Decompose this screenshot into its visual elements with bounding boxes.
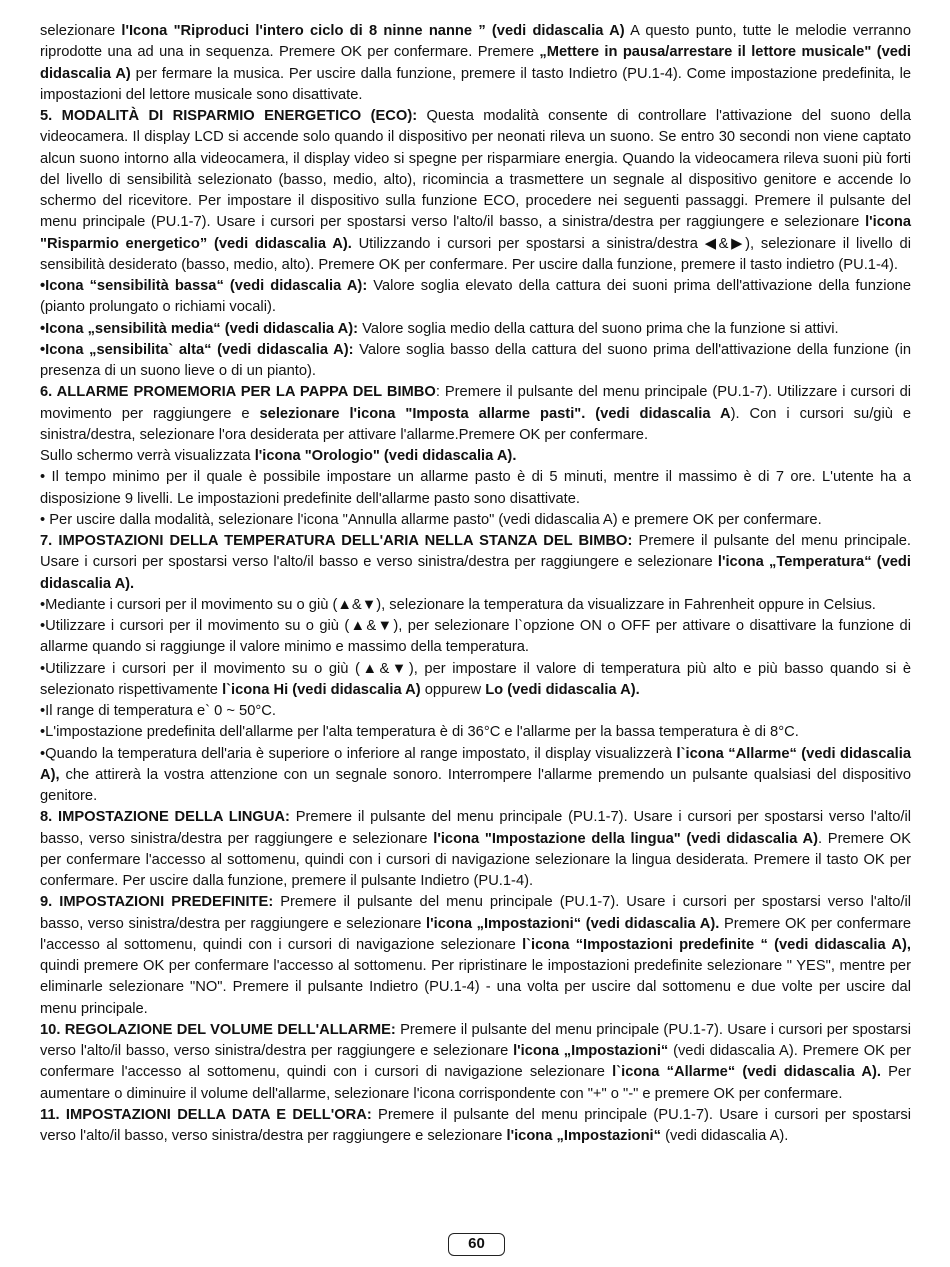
bold-text-run: l'icona „Impostazioni“ (vedi didascalia A). [426, 915, 720, 932]
paragraph [40, 659, 911, 702]
bold-text-run: l'icona "Orologio" (vedi didascalia A). [254, 448, 517, 464]
bold-text-run: 8. IMPOSTAZIONE DELLA LINGUA: [40, 809, 290, 826]
bold-text-run: •Icona „sensibilita` alta“ (vedi didascalia A): [40, 341, 354, 358]
paragraph [40, 1020, 911, 1105]
bold-text-run: l'icona „Impostazioni“ [506, 1128, 661, 1144]
paragraph [40, 744, 911, 808]
text-run: quindi premere OK per confermare l'accesso al sottomenu. Per ripristinare le impostazioni predefinite selezionare " YES", mentre per eliminarle selezionare "NO". Premere il pulsante Indietro (PU.1-4) - una volta per uscire dal sottomenu e due volte per uscire dal menu principale. [40, 958, 911, 1017]
bold-text-run: •Icona “sensibilità bassa“ (vedi didascalia A): [40, 278, 368, 294]
text-run: Premere il pulsante del menu principale (PU.1-7). Usare i cursori per spostarsi verso l'alto/il basso, verso sinistra/destra per raggiungere e selezionare [40, 1106, 911, 1144]
text-run: che attirerà la vostra attenzione con un segnale sonoro. Interrompere l'allarme premendo un pulsante qualsiasi del dispositivo genitore. [40, 766, 911, 804]
paragraph [40, 616, 911, 659]
bold-text-run: l'icona „Temperatura“ (vedi didascalia A). [40, 554, 911, 592]
paragraph [40, 21, 911, 106]
paragraph [40, 319, 911, 340]
text-run: oppurew [420, 681, 486, 698]
text-run: Per aumentare o diminuire il volume dell'allarme, selezionare l'icona corrispondente con "+" o "-" e premere OK per confermare. [40, 1064, 911, 1102]
text-run: (vedi didascalia A). Premere OK per confermare l'accesso al sottomenu, quindi con i cursori di navigazione selezionare [40, 1043, 911, 1081]
bold-text-run: 5. MODALITÀ DI RISPARMIO ENERGETICO (ECO): [40, 108, 418, 124]
paragraph [40, 340, 911, 383]
bold-text-run: •Icona „sensibilità media“ (vedi didascalia A): [40, 320, 359, 337]
bold-text-run: Lo (vedi didascalia A). [485, 681, 640, 698]
text-run: selezionare [40, 23, 122, 39]
text-run: . Premere OK per confermare l'accesso al sottomenu, quindi con i cursori di navigazione selezionare la lingua desiderata. Premere il tasto OK per confermare. Per uscire dalla funzione, premere il pulsante Indietro (PU.1-4). [40, 830, 911, 889]
text-run: (vedi didascalia A). [660, 1128, 789, 1144]
text-run: ). Con i cursori su/giù e sinistra/destra, selezionare l'ora desiderata per attivare l'allarme.Premere OK per confermare. [40, 405, 912, 443]
bold-text-run: 10. REGOLAZIONE DEL VOLUME DELL'ALLARME: [40, 1021, 396, 1038]
paragraph [40, 1105, 911, 1148]
text-run: • Il tempo minimo per il quale è possibile impostare un allarme pasto è di 5 minuti, mentre il massimo è di 7 ore. L'utente ha a disposizione 9 livelli. Le impostazioni predefinite dell'allarme pasto sono disattivate. [40, 469, 911, 507]
paragraph [40, 106, 911, 276]
text-run: A questo punto, tutte le melodie verranno riprodotte una ad una in sequenza. Premere OK per confermare. Premere [40, 23, 911, 61]
page-number: 60 [448, 1233, 505, 1256]
text-run: Premere il pulsante del menu principale. Usare i cursori per spostarsi verso l'alto/il basso e verso sinistra/destra per raggiungere e selezionare [40, 533, 911, 571]
text-run: • Per uscire dalla modalità, selezionare l'icona "Annulla allarme pasto" (vedi didascalia A) e premere OK per confermare. [40, 511, 822, 528]
bold-text-run: l`icona “Impostazioni predefinite “ (vedi didascalia A), [522, 936, 911, 953]
text-run: Premere il pulsante del menu principale (PU.1-7). Usare i cursori per spostarsi verso l'alto/il basso, verso sinistra/destra per raggiungere e selezionare [40, 809, 911, 847]
paragraph [40, 807, 911, 892]
bold-text-run: l'icona "Risparmio energetico” (vedi didascalia A). [40, 214, 911, 252]
text-run: •Quando la temperatura dell'aria è superiore o inferiore al range impostato, il display visualizzerà [40, 745, 677, 762]
bold-text-run: l`icona “Allarme“ (vedi didascalia A). [612, 1064, 881, 1081]
paragraph [40, 701, 911, 722]
text-run: Premere il pulsante del menu principale (PU.1-7). Usare i cursori per spostarsi verso l'alto/il basso, verso sinistra/destra per raggiungere e selezionare [40, 894, 911, 932]
paragraph [40, 892, 911, 1020]
text-run: •Mediante i cursori per il movimento su o giù (▲&▼), selezionare la temperatura da visualizzare in Fahrenheit oppure in Celsius. [40, 596, 876, 613]
bold-text-run: „Mettere in pausa/arrestare il lettore musicale" (vedi didascalia A) [40, 44, 911, 82]
bold-text-run: selezionare l'icona "Imposta allarme pasti". (vedi didascalia A [259, 405, 731, 422]
text-run: •L'impostazione predefinita dell'allarme per l'alta temperatura è di 36°C e l'allarme per la bassa temperatura è di 8°C. [40, 724, 799, 741]
bold-text-run: 7. IMPOSTAZIONI DELLA TEMPERATURA DELL'ARIA NELLA STANZA DEL BIMBO: [40, 533, 633, 549]
text-run: Valore soglia elevato della cattura dei suoni prima dell'attivazione della funzione (pianto prolungato o richiami vocali). [40, 278, 911, 316]
text-run: Utilizzando i cursori per spostarsi a sinistra/destra ◀&▶), selezionare il livello di sensibilità desiderato (basso, medio, alto). Premere OK per confermare. Per uscire dalla funzione, premere il tasto indietro (PU.1-4). [40, 235, 911, 273]
bold-text-run: l'icona "Impostazione della lingua" (vedi didascalia A) [433, 830, 819, 847]
paragraph [40, 446, 911, 467]
bold-text-run: l'Icona "Riproduci l'intero ciclo di 8 ninne nanne ” (vedi didascalia A) [121, 23, 625, 39]
bold-text-run: 11. IMPOSTAZIONI DELLA DATA E DELL'ORA: [40, 1106, 372, 1123]
text-run: Questa modalità consente di controllare l'attivazione del suono della videocamera. Il display LCD si accende solo quando il dispositivo per neonati rileva un suono. Se entro 30 secondi non viene captato alcun suono intorno alla videocamera, il display video si spegne per risparmiare energia. Quando la videocamera rileva suoni più forti del livello di sensibilità selezionato (basso, medio, alto), ricomincia a trasmettere un segnale al dispositivo genitore e accende lo schermo del ricevitore. Per impostare il dispositivo sulla funzione ECO, procedere nei seguenti passaggi. Premere il pulsante del menu principale (PU.1-7). Usare i cursori per spostarsi verso l'alto/il basso, a sinistra/destra per raggiungere e selezionare [40, 108, 911, 231]
text-run: per fermare la musica. Per uscire dalla funzione, premere il tasto Indietro (PU.1-4). Come impostazione predefinita, le impostazioni del lettore musicale sono disattivate. [40, 65, 912, 103]
text-run: Valore soglia medio della cattura del suono prima che la funzione si attivi. [358, 320, 839, 337]
text-run: Valore soglia basso della cattura del suono prima dell'attivazione della funzione (in presenza di un suono lieve o di un pianto). [40, 341, 912, 379]
paragraph [40, 595, 911, 616]
bold-text-run: 6. ALLARME PROMEMORIA PER LA PAPPA DEL BIMBO [40, 384, 436, 401]
paragraph [40, 722, 911, 743]
bold-text-run: l'icona „Impostazioni“ [513, 1043, 669, 1059]
text-run: •Il range di temperatura e` 0 ~ 50°C. [40, 703, 276, 719]
text-run: Premere OK per confermare l'accesso al sottomenu, quindi con i cursori di navigazione selezionare [40, 915, 911, 953]
bold-text-run: l`icona Hi (vedi didascalia A) [222, 681, 421, 698]
text-run: •Utilizzare i cursori per il movimento su o giù (▲&▼), per selezionare l`opzione ON o OFF per attivare o disattivare la funzione di allarme quando si raggiunge il valore minimo e massimo della temperatura. [40, 618, 911, 656]
paragraph [40, 276, 911, 319]
text-run: : Premere il pulsante del menu principale (PU.1-7). Utilizzare i cursori di movimento per raggiungere e [40, 384, 911, 422]
text-run: •Utilizzare i cursori per il movimento su o giù (▲&▼), per impostare il valore di temperatura più alto e più basso quando si è selezionato rispettivamente [40, 660, 911, 698]
bold-text-run: 9. IMPOSTAZIONI PREDEFINITE: [40, 894, 274, 911]
text-run: Premere il pulsante del menu principale (PU.1-7). Usare i cursori per spostarsi verso l'alto/il basso, verso sinistra/destra per raggiungere e selezionare [40, 1021, 911, 1059]
document-body [40, 21, 911, 1147]
paragraph [40, 467, 911, 510]
paragraph [40, 531, 911, 595]
paragraph [40, 382, 911, 446]
bold-text-run: l`icona “Allarme“ (vedi didascalia A), [40, 745, 912, 783]
text-run: Sullo schermo verrà visualizzata [40, 448, 255, 464]
paragraph [40, 510, 911, 531]
